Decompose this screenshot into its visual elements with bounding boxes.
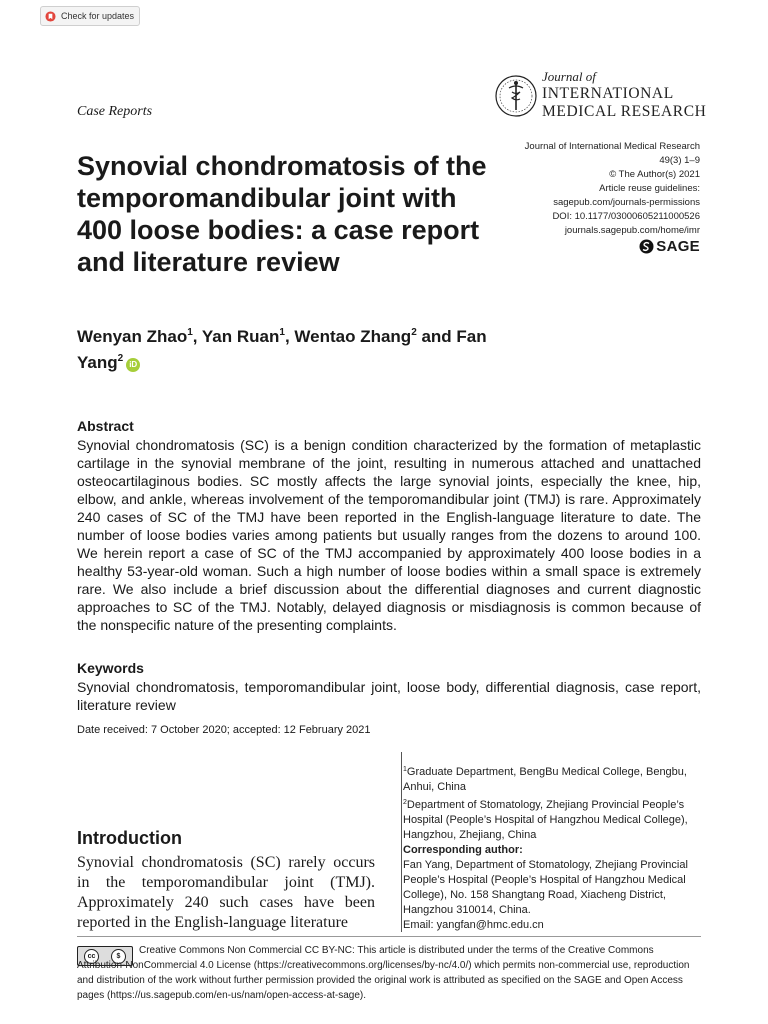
- introduction-heading: Introduction: [77, 828, 182, 848]
- author-list: [77, 322, 497, 374]
- affiliation-number: 2: [403, 799, 407, 806]
- author-separator: ,: [192, 327, 202, 346]
- author-affiliation-number: 2: [117, 353, 124, 364]
- author-separator: and: [416, 327, 457, 346]
- submission-dates: Date received: 7 October 2020; accepted: 12 February 2021: [77, 724, 371, 736]
- journal-name: Journal of International Medical Research: [524, 141, 700, 152]
- orcid-icon[interactable]: iD: [126, 358, 140, 372]
- journal-logo-text: [542, 70, 706, 119]
- author-affiliation-number: 1: [187, 327, 193, 338]
- corresponding-author-email[interactable]: Email: yangfan@hmc.edu.cn: [403, 919, 544, 931]
- affiliation-text: Department of Stomatology, Zhejiang Provincial People’s Hospital (People’s Hospital of Hangzhou Medical College), Hangzhou, Zhejiang, China: [403, 799, 688, 841]
- author-separator: ,: [284, 327, 295, 346]
- journal-logo-line3: MEDICAL RESEARCH: [542, 102, 707, 120]
- article-title: Synovial chondromatosis of the temporomandibular joint with 400 loose bodies: a case report and literature review: [77, 151, 487, 277]
- affiliation-text: Graduate Department, BengBu Medical College, Bengbu, Anhui, China: [403, 766, 687, 793]
- cc-icon: cc: [84, 949, 99, 964]
- reuse-link[interactable]: sagepub.com/journals-permissions: [553, 197, 700, 208]
- corresponding-author-text: Fan Yang, Department of Stomatology, Zhejiang Provincial People’s Hospital (People’s Hospital of Hangzhou Medical College), No. 158 Shangtang Road, Xiacheng District, Hangzhou 310014, China.: [403, 859, 688, 916]
- affiliation-number: 1: [403, 766, 407, 773]
- abstract-heading: Abstract: [77, 418, 134, 434]
- author-name[interactable]: Fan Yang: [77, 327, 487, 372]
- affiliations-box: [403, 762, 703, 933]
- bookmark-icon: [45, 11, 56, 22]
- author-name[interactable]: Yan Ruan: [201, 327, 280, 346]
- author-affiliation-number: 1: [279, 327, 285, 338]
- noncommercial-icon: $: [111, 949, 126, 964]
- sage-logo-icon: [639, 239, 654, 254]
- author-name[interactable]: Wentao Zhang: [294, 327, 412, 346]
- check-for-updates-button[interactable]: [40, 6, 140, 26]
- affiliation-item: [403, 795, 703, 843]
- footer-divider: [77, 936, 701, 937]
- journal-emblem-icon: [494, 74, 538, 118]
- publisher-name: SAGE: [656, 238, 700, 255]
- check-for-updates-label: Check for updates: [61, 11, 135, 21]
- journal-logo-line1: Journal of: [542, 69, 596, 84]
- section-label: Case Reports: [77, 104, 153, 119]
- affiliation-item: [403, 762, 703, 795]
- journal-logo-line2: INTERNATIONAL: [542, 85, 674, 102]
- author-name[interactable]: Wenyan Zhao: [77, 327, 188, 346]
- license-text: Creative Commons Non Commercial CC BY-NC: This article is distributed under the terms of the Creative Commons Attribution-NonCommercial 4.0 License (https://creativecommons.org/licenses/by-nc/4.0/) which permits non-commercial use, reproduction and distribution of the work without further permission provided the original work is attributed as specified on the SAGE and Open Access pages (https://us.sagepub.com/en-us/nam/open-access-at-sage).: [77, 945, 690, 1001]
- affiliation-divider: [401, 752, 402, 932]
- corresponding-author-heading: Corresponding author:: [403, 844, 523, 856]
- doi[interactable]: DOI: 10.1177/03000605211000526: [552, 211, 700, 222]
- article-metadata: [525, 140, 700, 238]
- introduction-text: Synovial chondromatosis (SC) rarely occurs in the temporomandibular joint (TMJ). Approximately 240 such cases have been reported in the English-language literature: [77, 854, 375, 931]
- volume-pages: 49(3) 1–9: [659, 155, 700, 166]
- publisher-logo: [639, 238, 700, 255]
- keywords-heading: Keywords: [77, 660, 144, 676]
- reuse-guidelines: Article reuse guidelines:: [599, 183, 700, 194]
- author-affiliation-number: 2: [411, 327, 417, 338]
- copyright: © The Author(s) 2021: [609, 169, 700, 180]
- keywords-text: Synovial chondromatosis, temporomandibular joint, loose body, differential diagnosis, case report, literature review: [77, 679, 701, 713]
- abstract-text: Synovial chondromatosis (SC) is a benign condition characterized by the formation of metaplastic cartilage in the synovial membrane of the joint, resulting in numerous attached and unattached osteocartilaginous bodies. SC mostly affects the large synovial joints, especially the knee, hip, elbow, and ankle, whereas involvement of the temporomandibular joint (TMJ) is rare. Approximately 240 cases of SC of the TMJ have been reported in the English-language literature to date. The number of loose bodies varies among patients but usually ranges from the dozens to around 100. We herein report a case of SC of the TMJ accompanied by approximately 400 loose bodies in a healthy 53-year-old woman. Such a high number of loose bodies within a small space is extremely rare. We also include a brief discussion about the differential diagnoses and current diagnostic approaches to SC of the TMJ. Notably, delayed diagnosis or misdiagnosis is common because of the nonspecific nature of the presenting complaints.: [77, 437, 701, 633]
- journal-homepage-link[interactable]: journals.sagepub.com/home/imr: [564, 225, 700, 236]
